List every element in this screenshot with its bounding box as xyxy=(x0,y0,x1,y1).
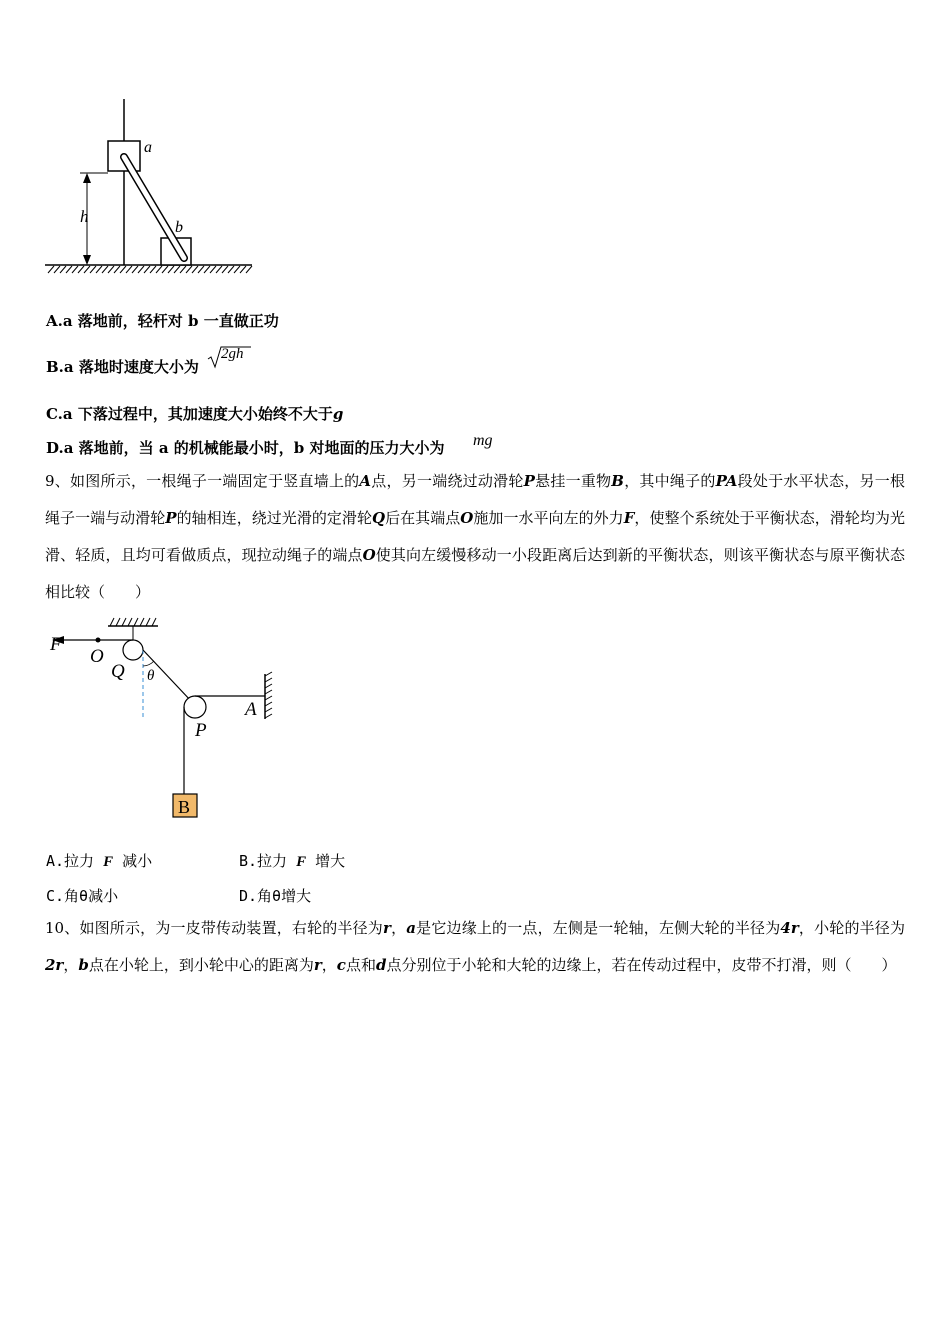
q8-option-c xyxy=(46,404,343,424)
ground-hatch-line xyxy=(240,266,246,273)
q8-option-c-math: g xyxy=(332,405,344,423)
ground-hatch-line xyxy=(108,266,114,273)
ground-hatch-line xyxy=(144,266,150,273)
label-Q: Q xyxy=(111,661,125,682)
q8-option-c-text: C.a 下落过程中，其加速度大小始终不大于 xyxy=(46,405,333,423)
ground-hatch-line xyxy=(114,266,120,273)
label-b: b xyxy=(175,219,183,236)
ground-hatch-line xyxy=(102,266,108,273)
q8-option-d-text: D.a 落地前，当 a 的机械能最小时，b 对地面的压力大小为 xyxy=(46,439,445,457)
label-theta: θ xyxy=(147,668,155,684)
ground-hatch-line xyxy=(132,266,138,273)
q8-option-b-text: B.a 落地时速度大小为 xyxy=(46,358,199,376)
ground-hatch-line xyxy=(198,266,204,273)
q8-option-d xyxy=(46,438,445,458)
ground-hatch-line xyxy=(180,266,186,273)
q8-option-b xyxy=(46,357,199,377)
label-P: P xyxy=(195,720,207,741)
label-O: O xyxy=(90,646,104,667)
ground-hatch-line xyxy=(120,266,126,273)
label-F: F xyxy=(50,634,62,655)
ground-hatch-line xyxy=(66,266,72,273)
q8-option-b-math: 2gh xyxy=(221,346,244,362)
q9-stem: 9、如图所示，一根绳子一端固定于竖直墙上的A点，另一端绕过动滑轮P悬挂一重物B，其中绳子的PA段处于水平状态，另一根绳子一端与动滑轮P的轴相连，绕过光滑的定滑轮Q后在其端点O施加一水平向左的外力F，使整个系统处于平衡状态，滑轮均为光滑、轻质，且均可看做质点，现拉动绳子的端点O使其向左缓慢移动一小段距离后达到新的平衡状态，则该平衡状态与原平衡状态相比较（ ） xyxy=(45,472,905,601)
ground-hatch-line xyxy=(54,266,60,273)
ground-hatch-line xyxy=(174,266,180,273)
ground-hatch-line xyxy=(72,266,78,273)
ground-hatch-line xyxy=(210,266,216,273)
ground-hatch-line xyxy=(204,266,210,273)
ground-hatch-line xyxy=(126,266,132,273)
label-h: h xyxy=(80,207,89,226)
ground-hatch-line xyxy=(150,266,156,273)
ground-hatch-line xyxy=(228,266,234,273)
q10-stem: 10、如图所示，为一皮带传动装置，右轮的半径为r，a是它边缘上的一点，左侧是一轮轴，左侧大轮的半径为4r，小轮的半径为2r，b点在小轮上，到小轮中心的距离为r，c点和d点分别位于小轮和大轮的边缘上，若在传动过程中，皮带不打滑，则（ ） xyxy=(45,919,905,974)
ground-hatch-line xyxy=(138,266,144,273)
ground-hatch-line xyxy=(234,266,240,273)
ground-hatch-line xyxy=(192,266,198,273)
q9-option-d: D.角θ增大 xyxy=(239,887,312,905)
ground-hatch-line xyxy=(156,266,162,273)
ground-hatch-line xyxy=(60,266,66,273)
q9-option-a: A.拉力 F 减小 xyxy=(46,852,153,870)
ground-hatch-line xyxy=(186,266,192,273)
q9-option-c: C.角θ减小 xyxy=(46,887,119,905)
label-B: B xyxy=(178,797,191,817)
label-A: A xyxy=(245,699,257,720)
label-a: a xyxy=(144,139,152,156)
ground-hatch-line xyxy=(246,266,252,273)
figure-rod-sliders xyxy=(40,95,260,275)
ground-hatch-line xyxy=(84,266,90,273)
q9-option-b: B.拉力 F 增大 xyxy=(239,852,346,870)
ground-hatch-line xyxy=(90,266,96,273)
ground-hatch-line xyxy=(96,266,102,273)
ground-hatch-line xyxy=(168,266,174,273)
ground-hatch-line xyxy=(162,266,168,273)
ground-hatch-line xyxy=(222,266,228,273)
ground-hatch-line xyxy=(48,266,54,273)
ground-hatch-line xyxy=(216,266,222,273)
q8-option-d-math: mg xyxy=(473,432,493,449)
ground-hatch-line xyxy=(78,266,84,273)
q8-option-a: A.a 落地前，轻杆对 b 一直做正功 xyxy=(46,312,279,330)
figure-pulley-system xyxy=(40,612,290,827)
